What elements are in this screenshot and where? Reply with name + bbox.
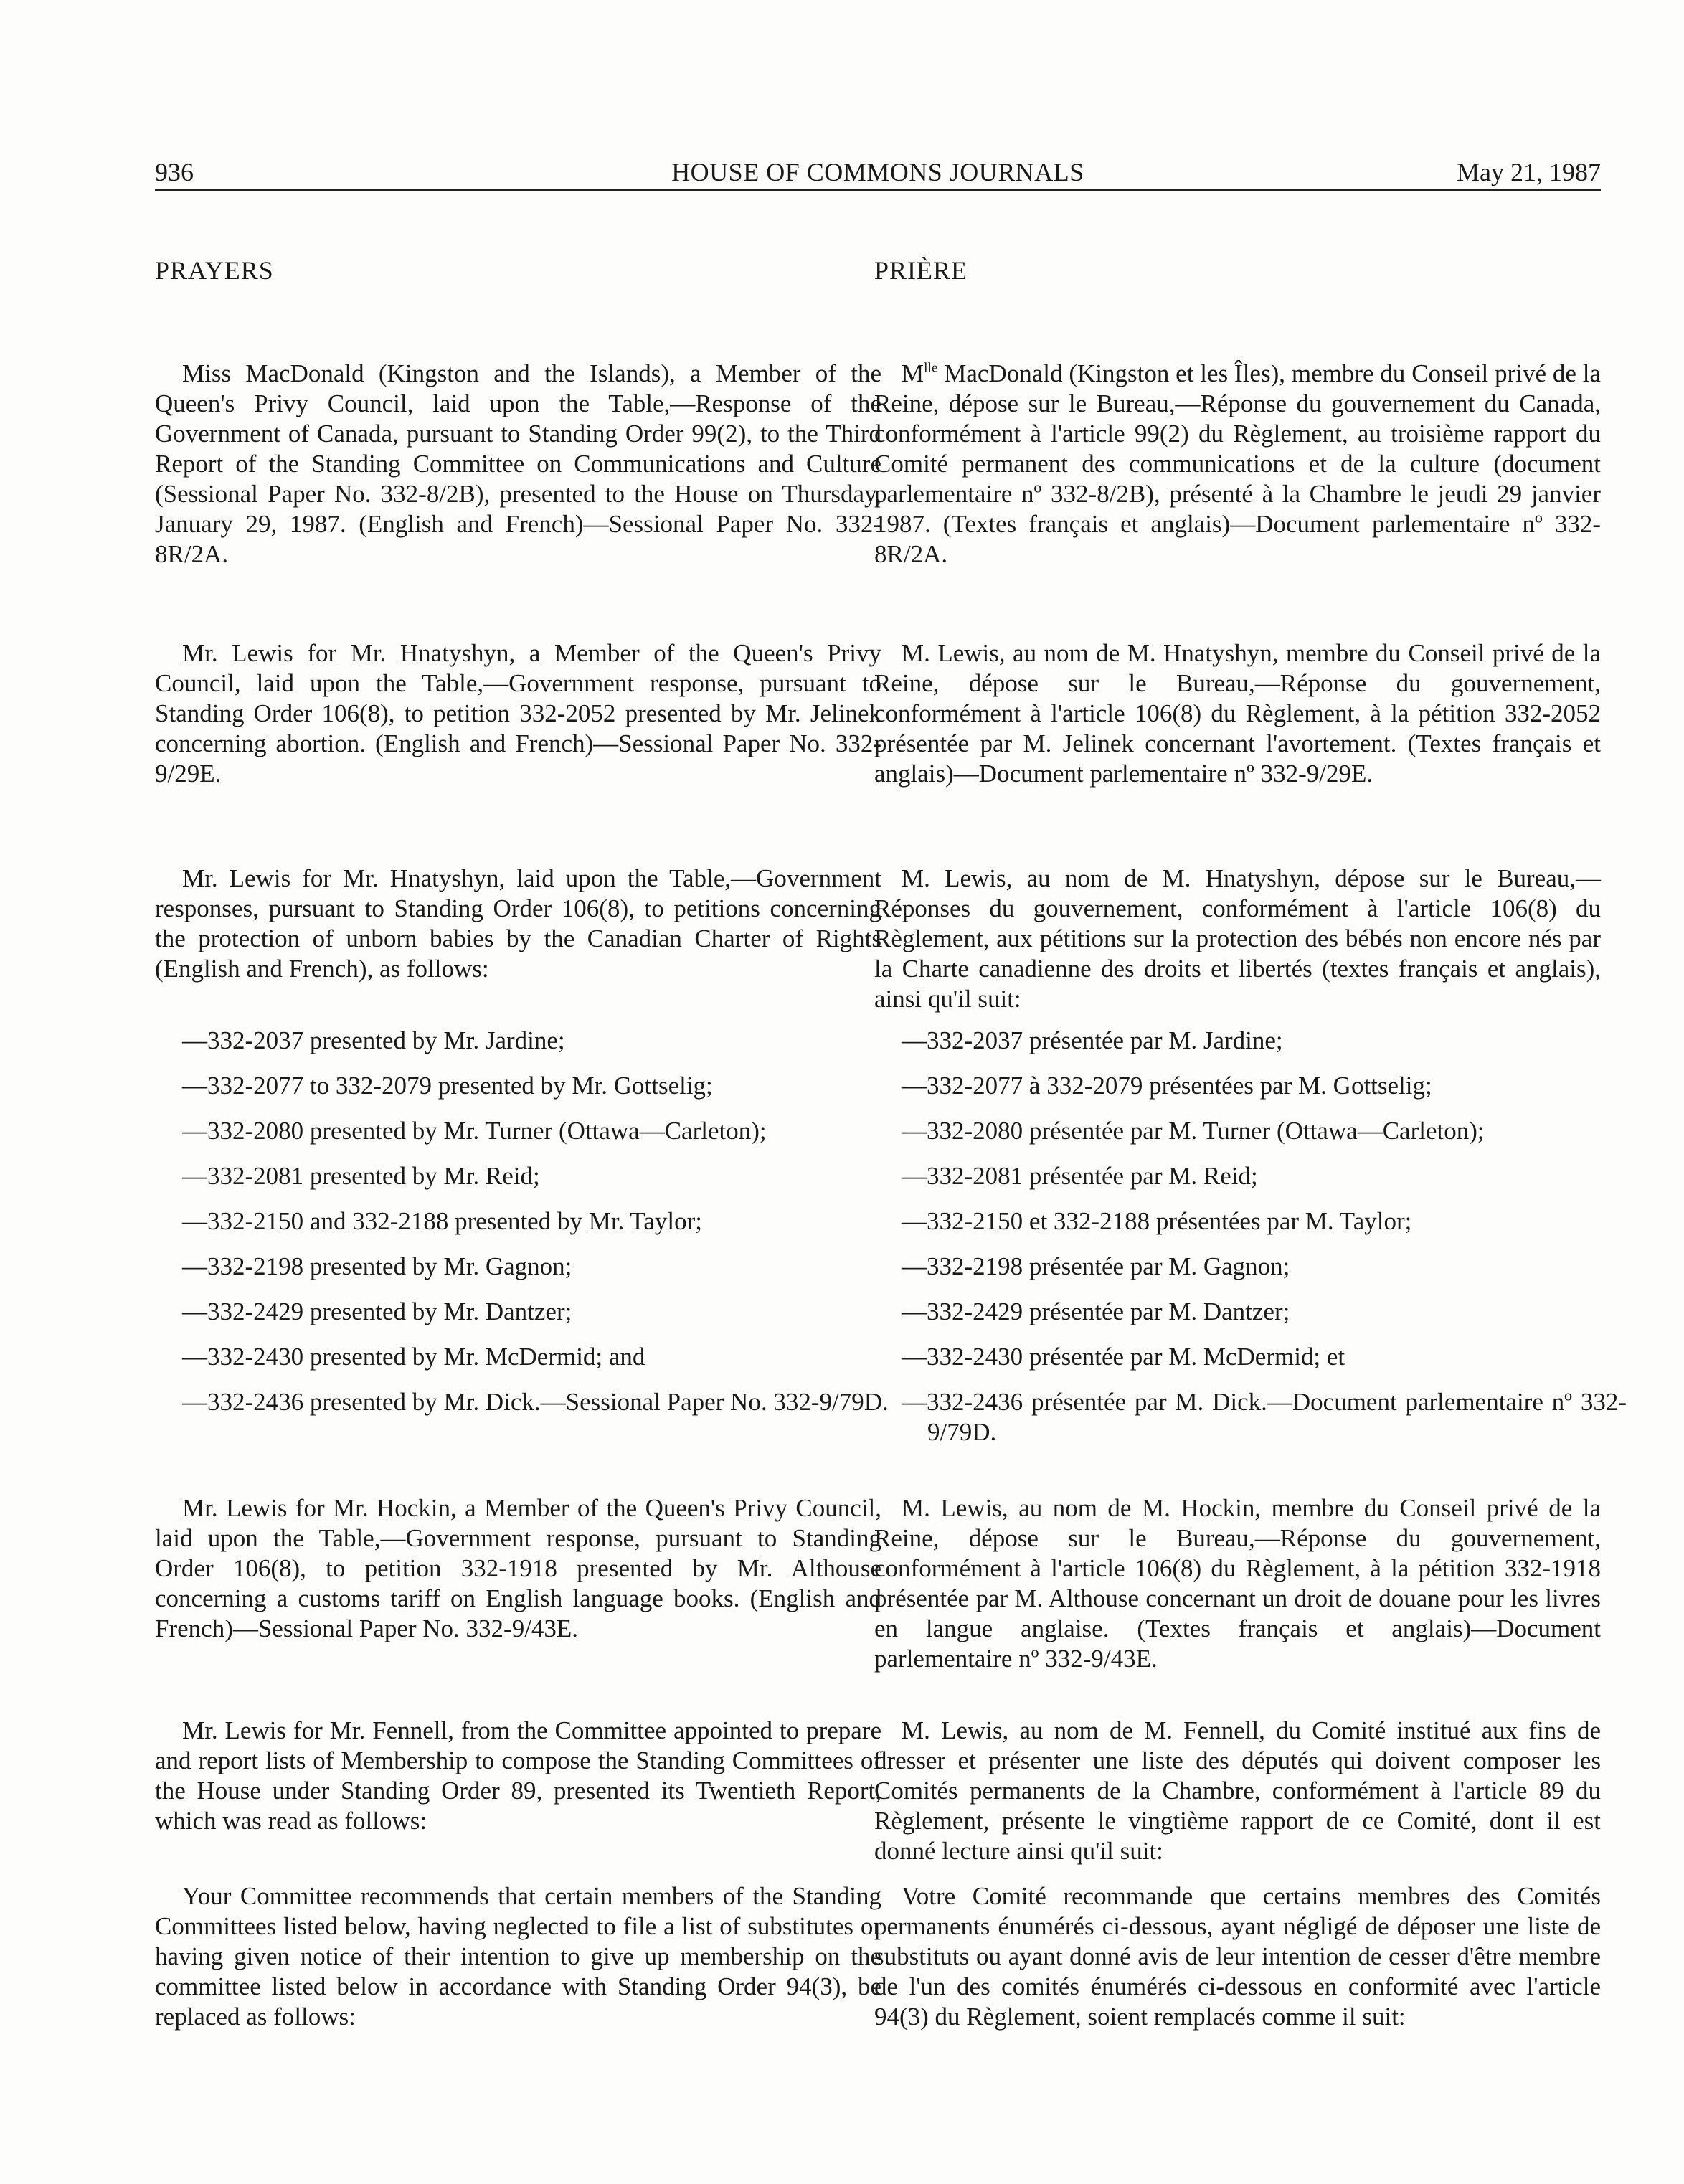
paragraph-hnatyshyn-petitions-fr: M. Lewis, au nom de M. Hnatyshyn, dépose sur le Bureau,—Réponses du gouvernement, conformément à l'article 106(8) du Règlement, aux pétitions sur la protection des bébés non encore nés par la Charte canadienne des droits et libertés (textes français et anglais), ainsi qu'il suit: bbox=[874, 864, 1601, 1013]
list-item: —332-2037 presented by Mr. Jardine; bbox=[182, 1026, 565, 1054]
journal-title: HOUSE OF COMMONS JOURNALS bbox=[671, 158, 1084, 186]
list-item: —332-2080 présentée par M. Turner (Ottawa—Carleton); bbox=[902, 1117, 1485, 1145]
paragraph-fennell-fr: M. Lewis, au nom de M. Fennell, du Comité institué aux fins de dresser et présenter une liste des députés qui doivent composer les Comités permanents de la Chambre, conformément à l'article 89 du Règlement, présente le vingtième rapport de ce Comité, dont il est donné lecture ainsi qu'il suit: bbox=[874, 1716, 1601, 1865]
paragraph-hnatyshyn-petitions-en: Mr. Lewis for Mr. Hnatyshyn, laid upon the Table,—Government responses, pursuant to Standing Order 106(8), to petitions concerning the protection of unborn babies by the Canadian Charter of Rights (English and French), as follows: bbox=[155, 864, 881, 983]
list-item: —332-2080 presented by Mr. Turner (Ottawa—Carleton); bbox=[182, 1117, 767, 1145]
journal-date: May 21, 1987 bbox=[1457, 158, 1601, 186]
paragraph-fennell-en: Mr. Lewis for Mr. Fennell, from the Committee appointed to prepare and report lists of Membership to compose the Standing Committees of the House under Standing Order 89, presented its Twentieth Report, which was read as follows: bbox=[155, 1716, 881, 1835]
list-item: —332-2436 presented by Mr. Dick.—Sessional Paper No. 332-9/79D. bbox=[182, 1388, 889, 1416]
list-item: —332-2150 et 332-2188 présentées par M. Taylor; bbox=[902, 1207, 1412, 1235]
paragraph-hockin-en: Mr. Lewis for Mr. Hockin, a Member of the Queen's Privy Council, laid upon the Table,—Government response, pursuant to Standing Order 106(8), to petition 332-1918 presented by Mr. Althouse concerning a customs tariff on English language books. (English and French)—Sessional Paper No. 332-9/43E. bbox=[155, 1494, 881, 1642]
page-number: 936 bbox=[155, 158, 194, 186]
list-item: —332-2429 présentée par M. Dantzer; bbox=[902, 1297, 1290, 1325]
list-item: —332-2198 présentée par M. Gagnon; bbox=[902, 1252, 1290, 1280]
list-item: —332-2077 to 332-2079 presented by Mr. Gottselig; bbox=[182, 1072, 713, 1100]
paragraph-macdonald-fr: $M^{lle}$ MacDonald (Kingston et les Îles), membre du Conseil privé de la Reine, dépose sur le Bureau,—Réponse du gouvernement du Canada, conformément à l'article 99(2) du Règlement, au troisième rapport du Comité permanent des communications et de la culture (document parlementaire nº 332-8/2B), présenté à la Chambre le jeudi 29 janvier 1987. (Textes français et anglais)—Document parlementaire nº 332-8R/2A. bbox=[874, 359, 1601, 568]
paragraph-hnatyshyn-abortion-fr: M. Lewis, au nom de M. Hnatyshyn, membre du Conseil privé de la Reine, dépose sur le Bureau,—Réponse du gouvernement, conformément à l'article 106(8) du Règlement, à la pétition 332-2052 présentée par M. Jelinek concernant l'avortement. (Textes français et anglais)—Document parlementaire nº 332-9/29E. bbox=[874, 639, 1601, 788]
list-item: —332-2430 presented by Mr. McDermid; and bbox=[182, 1343, 645, 1371]
paragraph-recommendation-en: Your Committee recommends that certain members of the Standing Committees listed below, having neglected to file a list of substitutes or having given notice of their intention to give up membership on the committee listed below in accordance with Standing Order 94(3), be replaced as follows: bbox=[155, 1882, 881, 2031]
section-heading-english: PRAYERS bbox=[155, 256, 274, 285]
list-item: —332-2037 présentée par M. Jardine; bbox=[902, 1026, 1283, 1054]
paragraph-hnatyshyn-abortion-en: Mr. Lewis for Mr. Hnatyshyn, a Member of the Queen's Privy Council, laid upon the Table,—Government response, pursuant to Standing Order 106(8), to petition 332-2052 presented by Mr. Jelinek concerning abortion. (English and French)—Sessional Paper No. 332-9/29E. bbox=[155, 639, 881, 788]
section-heading-french: PRIÈRE bbox=[874, 256, 968, 285]
list-item: —332-2436 présentée par M. Dick.—Document parlementaire nº 332-9/79D. bbox=[902, 1388, 1627, 1446]
list-item: —332-2077 à 332-2079 présentées par M. Gottselig; bbox=[902, 1072, 1432, 1100]
paragraph-macdonald-en: Miss MacDonald (Kingston and the Islands), a Member of the Queen's Privy Council, laid upon the Table,—Response of the Government of Canada, pursuant to Standing Order 99(2), to the Third Report of the Standing Committee on Communications and Culture (Sessional Paper No. 332-8/2B), presented to the House on Thursday, January 29, 1987. (English and French)—Sessional Paper No. 332-8R/2A. bbox=[155, 359, 881, 568]
list-item: —332-2150 and 332-2188 presented by Mr. Taylor; bbox=[182, 1207, 702, 1235]
page-header bbox=[155, 155, 1601, 191]
list-item: —332-2429 presented by Mr. Dantzer; bbox=[182, 1297, 572, 1325]
list-item: —332-2430 présentée par M. McDermid; et bbox=[902, 1343, 1345, 1371]
list-item: —332-2198 presented by Mr. Gagnon; bbox=[182, 1252, 572, 1280]
list-item: —332-2081 presented by Mr. Reid; bbox=[182, 1162, 540, 1190]
paragraph-recommendation-fr: Votre Comité recommande que certains membres des Comités permanents énumérés ci-dessous, ayant négligé de déposer une liste de substituts ou ayant donné avis de leur intention de cesser d'être membre de l'un des comités énumérés ci-dessous en conformité avec l'article 94(3) du Règlement, soient remplacés comme il suit: bbox=[874, 1882, 1601, 2031]
paragraph-hockin-fr: M. Lewis, au nom de M. Hockin, membre du Conseil privé de la Reine, dépose sur le Bureau,—Réponse du gouvernement, conformément à l'article 106(8) du Règlement, à la pétition 332-1918 présentée par M. Althouse concernant un droit de douane pour les livres en langue anglaise. (Textes français et anglais)—Document parlementaire nº 332-9/43E. bbox=[874, 1494, 1601, 1673]
list-item: —332-2081 présentée par M. Reid; bbox=[902, 1162, 1258, 1190]
